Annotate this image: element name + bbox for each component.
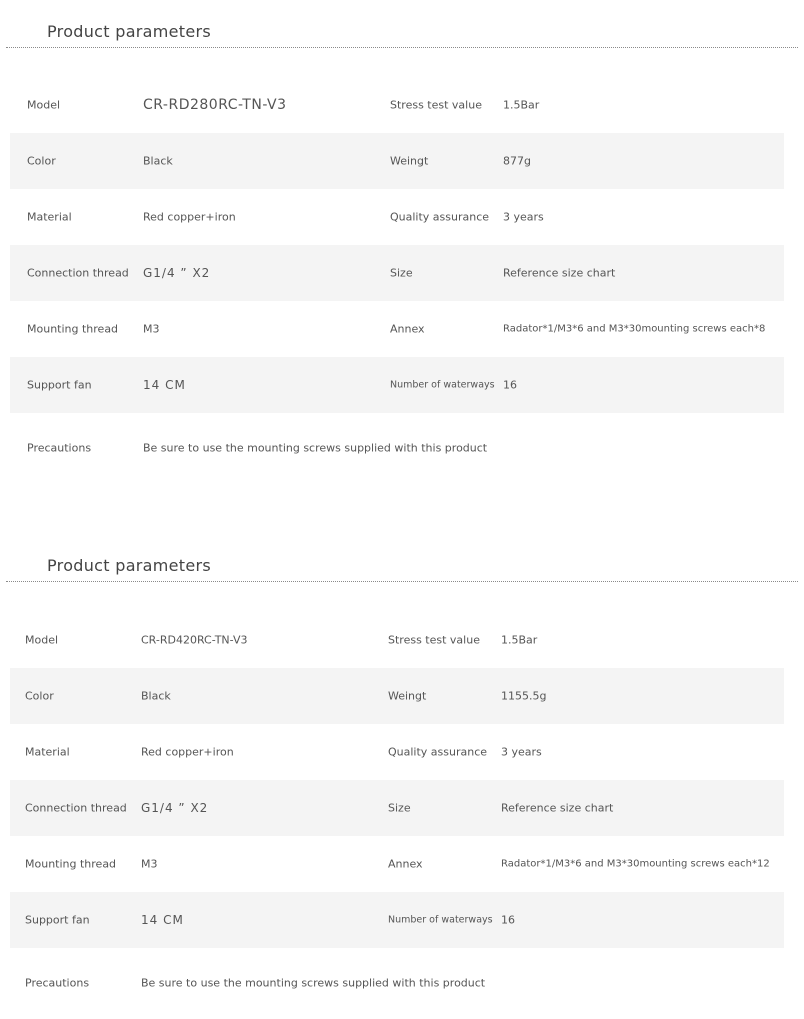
row-value: G1/4 ” X2 (143, 266, 211, 280)
row-label: Precautions (25, 976, 90, 990)
row-label: Quality assurance (390, 210, 490, 224)
row-value: 3 years (503, 210, 544, 224)
row-value: 1.5Bar (503, 98, 540, 112)
row-value: Radator*1/M3*6 and M3*30mounting screws each*8 (503, 323, 766, 335)
row-value: 877g (503, 154, 531, 168)
table-row-material (10, 189, 784, 245)
row-label: Color (25, 689, 54, 703)
row-value: CR-RD280RC-TN-V3 (143, 97, 287, 113)
table-row-precautions (10, 948, 784, 1018)
row-label: Support fan (25, 913, 90, 927)
row-value: Reference size chart (503, 266, 616, 280)
row-value: M3 (143, 322, 160, 336)
row-value: 16 (501, 913, 515, 927)
row-value: M3 (141, 857, 158, 871)
row-value: Reference size chart (501, 801, 614, 815)
row-value: CR-RD420RC-TN-V3 (141, 633, 248, 647)
row-label: Quality assurance (388, 745, 488, 759)
row-value: 14 CM (143, 378, 186, 392)
row-label: Number of waterways (390, 379, 495, 391)
table-row-connection-thread (10, 780, 784, 836)
row-label: Material (25, 745, 70, 759)
row-value: Radator*1/M3*6 and M3*30mounting screws each*12 (501, 858, 770, 870)
row-value: Be sure to use the mounting screws supplied with this product (143, 441, 488, 455)
row-value: Red copper+iron (143, 210, 236, 224)
table-row-color (10, 668, 784, 724)
row-label: Stress test value (390, 98, 482, 112)
row-label: Number of waterways (388, 914, 493, 926)
row-label: Size (390, 266, 413, 280)
table-row-precautions (10, 413, 784, 483)
table-row-mounting-thread (10, 836, 784, 892)
row-label: Model (27, 98, 61, 112)
parameters-table (10, 612, 784, 1018)
row-value: 16 (503, 378, 517, 392)
row-label: Weingt (390, 154, 429, 168)
row-value: 1155.5g (501, 689, 547, 703)
row-value: 1.5Bar (501, 633, 538, 647)
row-value: Black (141, 689, 171, 703)
row-value: Black (143, 154, 173, 168)
table-row-mounting-thread (10, 301, 784, 357)
row-value: Red copper+iron (141, 745, 234, 759)
section-title: Product parameters (47, 556, 212, 575)
table-row-color (10, 133, 784, 189)
table-row-model (10, 77, 784, 133)
table-row-model (10, 612, 784, 668)
row-value: G1/4 ” X2 (141, 801, 209, 815)
table-row-connection-thread (10, 245, 784, 301)
row-label: Stress test value (388, 633, 480, 647)
table-row-material (10, 724, 784, 780)
row-label: Size (388, 801, 411, 815)
row-label: Annex (390, 322, 425, 336)
row-label: Connection thread (27, 266, 129, 280)
row-label: Weingt (388, 689, 427, 703)
row-label: Model (25, 633, 59, 647)
row-value: 3 years (501, 745, 542, 759)
table-row-support-fan (10, 357, 784, 413)
row-value: 14 CM (141, 913, 184, 927)
row-label: Precautions (27, 441, 92, 455)
row-label: Mounting thread (27, 322, 119, 336)
parameters-table (10, 77, 784, 483)
section-title: Product parameters (47, 22, 212, 41)
row-label: Support fan (27, 378, 92, 392)
row-label: Connection thread (25, 801, 127, 815)
section-divider (6, 47, 798, 48)
table-row-support-fan (10, 892, 784, 948)
row-label: Mounting thread (25, 857, 117, 871)
row-label: Annex (388, 857, 423, 871)
row-label: Material (27, 210, 72, 224)
section-divider (6, 581, 798, 582)
row-value: Be sure to use the mounting screws supplied with this product (141, 976, 486, 990)
row-label: Color (27, 154, 56, 168)
